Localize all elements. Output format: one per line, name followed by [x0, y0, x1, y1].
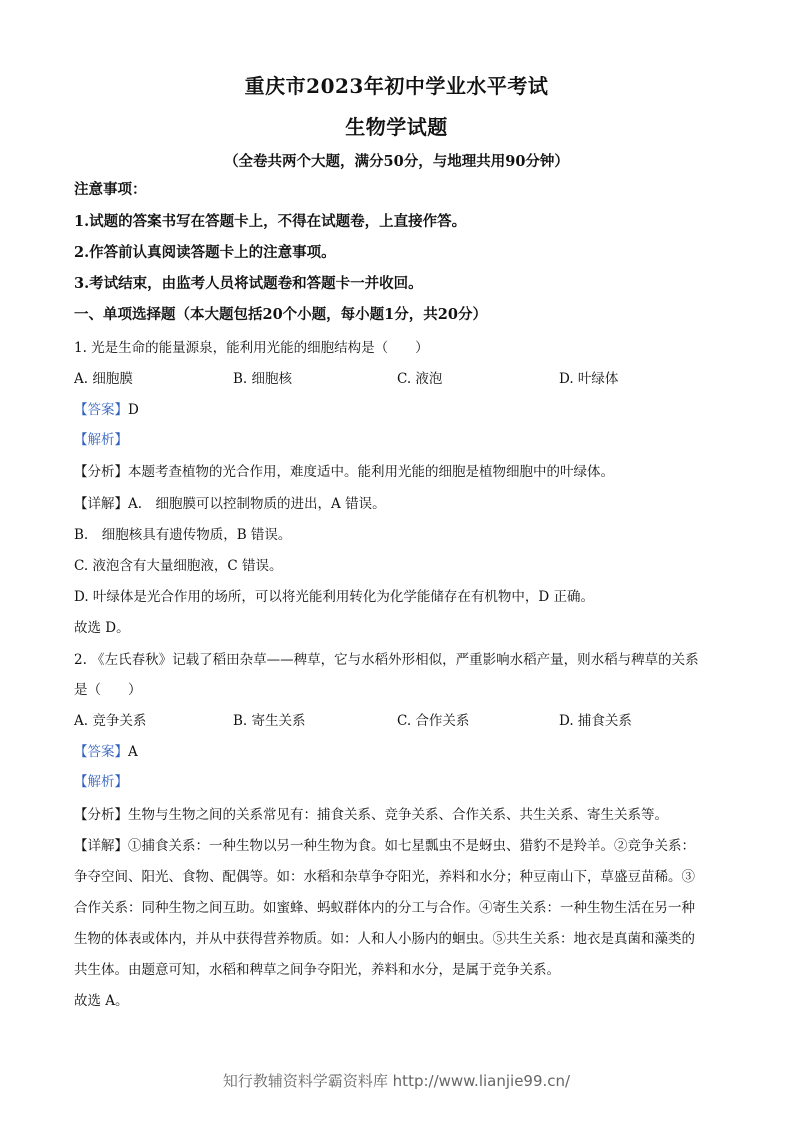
xiangjie-line: C. 液泡含有大量细胞液，C 错误。	[74, 558, 283, 574]
conclusion-line: 故选 A。	[74, 993, 129, 1009]
question-stem: 1. 光是生命的能量源泉，能利用光能的细胞结构是（ ）	[74, 340, 429, 356]
analysis-tag: 【解析】	[74, 432, 128, 448]
xiangjie-text: ①捕食关系：一种生物以另一种生物为食。如七星瓢虫不是蚜虫、猎豹不是羚羊。②竞争关系：	[128, 838, 695, 854]
instruction-item: 2.作答前认真阅读答题卡上的注意事项。	[74, 244, 336, 261]
instruction-item: 3.考试结束，由监考人员将试题卷和答题卡一并收回。	[74, 275, 423, 292]
question-stem-cont: 是（ ）	[74, 682, 142, 698]
exam-note: （全卷共两个大题，满分50分，与地理共用90分钟）	[224, 153, 569, 170]
exam-title: 重庆市2023年初中学业水平考试	[244, 74, 549, 98]
option-d: D. 叶绿体	[559, 371, 619, 387]
option-b: B. 寄生关系	[233, 713, 306, 729]
fenxi-text: 本题考查植物的光合作用，难度适中。能利用光能的细胞是植物细胞中的叶绿体。	[128, 464, 614, 480]
option-a: A. 竞争关系	[74, 713, 147, 729]
fenxi-line	[74, 462, 724, 482]
xiangjie-line: B. 细胞核具有遗传物质，B 错误。	[74, 527, 292, 543]
xiangjie-line: D. 叶绿体是光合作用的场所，可以将光能利用转化为化学能储存在有机物中，D 正确。	[74, 589, 595, 605]
option-c: C. 液泡	[397, 371, 443, 387]
analysis-line	[74, 772, 724, 792]
section-heading: 一、单项选择题（本大题包括20个小题，每小题1分，共20分）	[74, 306, 487, 323]
conclusion-line: 故选 D。	[74, 620, 130, 636]
question-stem: 2. 《左氏春秋》记载了稻田杂草——稗草，它与水稻外形相似，严重影响水稻产量，则水稻与稗草的关系	[74, 652, 699, 668]
xiangjie-line	[74, 836, 724, 856]
subject-title: 生物学试题	[345, 115, 448, 139]
xiangjie-line: 争夺空间、阳光、食物、配偶等。如：水稻和杂草争夺阳光，养料和水分；种豆南山下，草盛豆苗稀。③	[74, 869, 695, 885]
option-a: A. 细胞膜	[74, 371, 133, 387]
answer-tag: 【答案】	[74, 402, 128, 418]
answer-tag: 【答案】	[74, 744, 128, 760]
fenxi-tag: 【分析】	[74, 464, 128, 480]
instruction-item: 1.试题的答案书写在答题卡上，不得在试题卷，上直接作答。	[74, 213, 467, 230]
xiangjie-line	[74, 494, 724, 514]
xiangjie-tag: 【详解】	[74, 838, 128, 854]
analysis-tag: 【解析】	[74, 774, 128, 790]
option-b: B. 细胞核	[233, 371, 293, 387]
xiangjie-line: 合作关系：同种生物之间互助。如蜜蜂、蚂蚁群体内的分工与合作。④寄生关系：一种生物生活在另一种	[74, 900, 695, 916]
fenxi-line	[74, 805, 724, 825]
xiangjie-tag: 【详解】	[74, 496, 128, 512]
fenxi-text: 生物与生物之间的关系常见有：捕食关系、竞争关系、合作关系、共生关系、寄生关系等。	[128, 807, 668, 823]
option-d: D. 捕食关系	[559, 713, 632, 729]
xiangjie-line: 生物的体表或体内，并从中获得营养物质。如：人和人小肠内的蛔虫。⑤共生关系：地衣是真菌和藻类的	[74, 931, 695, 947]
analysis-line	[74, 430, 724, 450]
option-c: C. 合作关系	[397, 713, 470, 729]
answer-value: D	[128, 402, 139, 418]
answer-line	[74, 400, 724, 420]
fenxi-tag: 【分析】	[74, 807, 128, 823]
answer-value: A	[128, 744, 138, 760]
xiangjie-text: A. 细胞膜可以控制物质的进出，A 错误。	[128, 496, 386, 512]
answer-line	[74, 742, 724, 762]
xiangjie-line: 共生体。由题意可知，水稻和稗草之间争夺阳光，养料和水分，是属于竞争关系。	[74, 962, 560, 978]
instructions-heading: 注意事项：	[74, 181, 147, 198]
footer-watermark: 知行教辅资料学霸资料库 http://www.lianjie99.cn/	[222, 1072, 571, 1090]
